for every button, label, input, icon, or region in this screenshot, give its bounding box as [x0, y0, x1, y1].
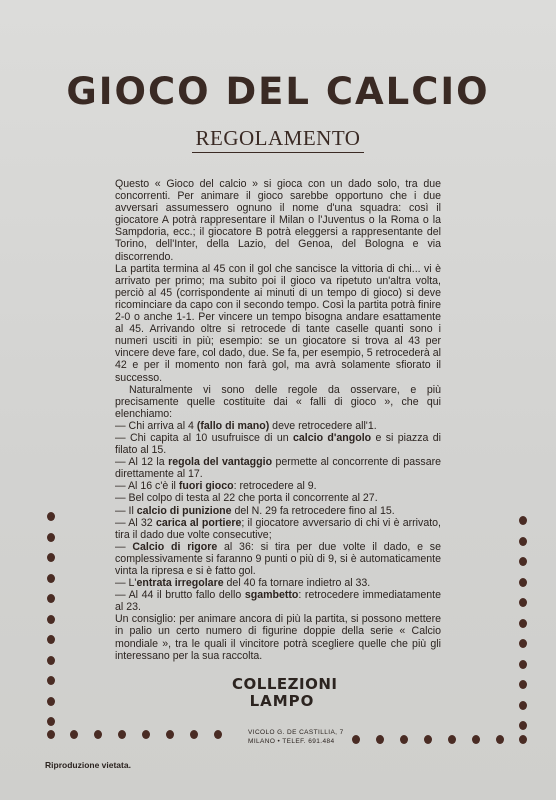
decorative-dot	[94, 730, 102, 739]
rule-text: e si piazza di filato al 15.	[115, 431, 441, 457]
decorative-dot	[424, 735, 432, 744]
rule-text: — Al 32	[115, 516, 156, 529]
decorative-dot	[376, 735, 384, 744]
decorative-dot	[70, 730, 78, 739]
decorative-dot	[47, 512, 55, 521]
decorative-dot	[519, 735, 527, 744]
rule-text: del N. 29 fa retrocedere fino al 15.	[231, 504, 395, 517]
rules-paragraph	[115, 492, 441, 504]
rules-paragraph	[115, 505, 441, 517]
rule-text: ; il giocatore avversario di chi vi è arrivato, tira il dado due volte consecutive;	[115, 516, 442, 541]
rule-text: permette al concorrente di passare direttamente al 17.	[115, 456, 442, 481]
subtitle-text: REGOLAMENTO	[192, 126, 365, 153]
page-subtitle	[0, 126, 556, 151]
decorative-dot	[519, 537, 527, 546]
decorative-dot	[400, 735, 408, 744]
decorative-dot	[496, 735, 504, 744]
logo-line-1: COLLEZIONI	[232, 675, 338, 693]
decorative-dot	[190, 730, 198, 739]
decorative-dot	[47, 533, 55, 542]
rule-text: : retrocedere al 9.	[233, 480, 317, 493]
rules-paragraph	[115, 480, 441, 492]
rule-term: Calcio di rigore	[132, 540, 218, 553]
rules-paragraph	[115, 420, 441, 432]
rule-text: — Al 12 la	[115, 456, 169, 469]
rules-paragraph	[115, 456, 441, 480]
rules-paragraph	[115, 432, 441, 456]
decorative-dot	[142, 730, 150, 739]
decorative-dot	[519, 557, 527, 566]
reproduction-notice: Riproduzione vietata.	[45, 760, 131, 770]
decorative-dot	[448, 735, 456, 744]
rules-paragraph	[115, 577, 441, 589]
decorative-dot	[47, 574, 55, 583]
rule-text: — Chi arriva al 4	[115, 419, 197, 432]
decorative-dot	[47, 594, 55, 603]
decorative-dot	[47, 553, 55, 562]
rule-text: Naturalmente vi sono delle regole da osservare, e più precisamente quelle costituite dai « falli di gioco », che qui elenchiamo:	[115, 383, 441, 420]
rule-text: — L'	[115, 577, 137, 590]
decorative-dot	[519, 516, 527, 525]
rule-text: deve retrocedere all'1.	[269, 419, 377, 432]
rule-term: carica al portiere	[155, 516, 242, 529]
rule-text: — Bel colpo di testa al 22 che porta il concorrente al 27.	[115, 492, 378, 505]
rule-text: —	[115, 540, 133, 553]
rules-paragraph	[115, 384, 441, 420]
rule-term: sgambetto	[244, 589, 299, 602]
rule-text: Questo « Gioco del calcio » si gioca con un dado solo, tra due concorrenti. Per animare il gioco sarebbe opportuno che i due avversari assumessero ognuno il nome d'una squadra: così il giocatore A potrà rappresentare il Milan o l'Juventus o la Roma o la Sampdoria, ecc.; il giocatore B potrà eleggersi a rappresentante del Torino, dell'Inter, della Lazio, del Genoa, del Bologna e via discorrendo.	[115, 178, 441, 263]
decorative-dot	[47, 676, 55, 685]
decorative-dot	[214, 730, 222, 739]
rules-paragraph	[115, 613, 441, 661]
decorative-dot	[519, 598, 527, 607]
rules-paragraph	[115, 541, 441, 577]
rules-paragraph	[115, 263, 441, 384]
decorative-dot	[166, 730, 174, 739]
decorative-dot	[519, 578, 527, 587]
decorative-dot	[47, 635, 55, 644]
rules-paragraph	[115, 517, 441, 541]
decorative-dot	[519, 619, 527, 628]
decorative-dot	[118, 730, 126, 739]
rule-term: regola del vantaggio	[168, 456, 273, 469]
decorative-dot	[47, 656, 55, 665]
rule-term: calcio di punizione	[136, 504, 232, 517]
address-line-1: VICOLO G. DE CASTILLIA, 7	[248, 729, 344, 736]
decorative-dot	[519, 701, 527, 710]
decorative-dot	[472, 735, 480, 744]
rules-paragraph	[115, 589, 441, 613]
decorative-dot	[47, 717, 55, 726]
rule-text: — Chi capita al 10 usufruisce di un	[115, 431, 294, 444]
decorative-dot	[519, 680, 527, 689]
decorative-dot	[47, 615, 55, 624]
rule-text: al 36: si tira per due volte il dado, e se complessivamente si faranno 9 punti o più di 9, si è automaticamente vinta la ripresa e si è fatto gol.	[115, 540, 441, 577]
decorative-dot	[519, 639, 527, 648]
rule-term: (fallo di mano)	[196, 419, 270, 432]
rule-text: Un consiglio: per animare ancora di più la partita, si possono mettere in palio un certo numero di figurine doppie della serie « Calcio mondiale », tra le quali il vincitore potrà scegliere quelle che più gli interessano per la sua raccolta.	[115, 613, 441, 662]
rule-text: — Al 16 c'è il	[115, 480, 179, 493]
rule-text: : retrocedere immediatamente al 23.	[115, 589, 441, 614]
decorative-dot	[519, 721, 527, 730]
rule-text: — Il	[115, 504, 137, 517]
page-title: GIOCO DEL CALCIO	[66, 70, 490, 113]
address-line-2: MILANO • TELEF. 691.484	[248, 738, 335, 745]
rules-paragraph	[115, 178, 441, 263]
rule-term: fuori gioco	[178, 480, 234, 493]
rule-term: calcio d'angolo	[293, 431, 372, 444]
rules-body	[115, 178, 441, 662]
decorative-dot	[519, 660, 527, 669]
decorative-dot	[47, 697, 55, 706]
rule-text: La partita termina al 45 con il gol che sancisce la vittoria di chi... vi è arrivato per primo; ma subito poi il gioco va ripetuto un'altra volta, perciò al 45 (corrispondente ai minuti di un tempo di gioco) si deve ricominciare da capo con il secondo tempo. Così la partita potrà finire 2-0 o anche 1-1. Per vincere un tempo bisogna andare esattamente al 45. Arrivando oltre si retrocede di tante caselle quanti sono i numeri usciti in più; esempio: se un giocatore si trova al 43 per vincere deve fare, col dado, due. Se fa, per esempio, 5 retrocederà al 42 e per il momento non farà gol, ma avrà solamente sfiorato il successo.	[115, 262, 441, 384]
rule-text: del 40 fa tornare indietro al 33.	[223, 577, 371, 590]
rule-text: — Al 44 il brutto fallo dello	[115, 589, 245, 602]
collezioni-lampo-logo	[232, 675, 338, 710]
logo-line-2: LAMPO	[249, 692, 315, 710]
rule-term: entrata irregolare	[136, 577, 224, 590]
decorative-dot	[47, 730, 55, 739]
publisher-address	[248, 728, 358, 746]
